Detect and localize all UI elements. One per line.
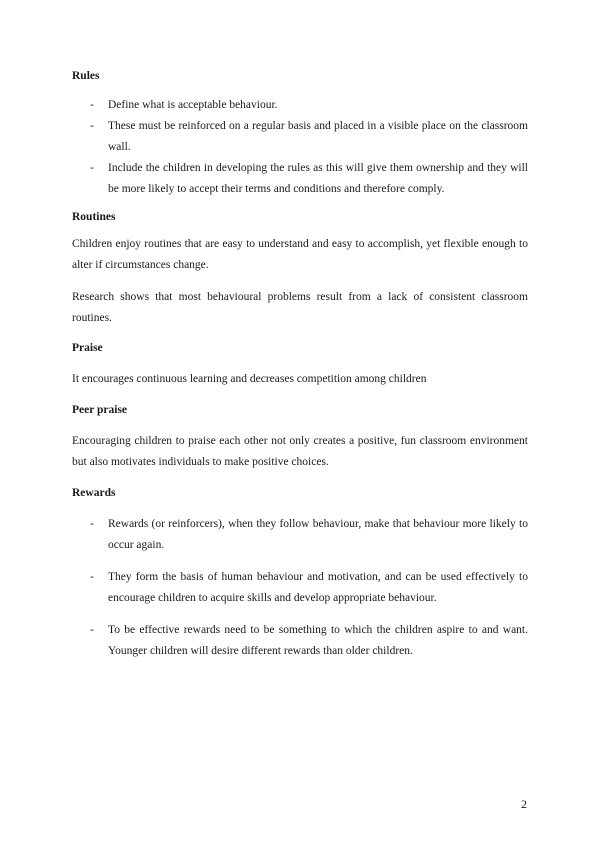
list-item: - Define what is acceptable behaviour. <box>72 95 528 116</box>
praise-heading: Praise <box>72 342 103 354</box>
page-number: 2 <box>521 797 527 811</box>
rewards-heading: Rewards <box>72 487 116 499</box>
routines-paragraph-2: Research shows that most behavioural problems result from a lack of consistent classroom routines. <box>72 291 528 324</box>
peer-praise-heading: Peer praise <box>72 404 128 416</box>
list-item: - These must be reinforced on a regular basis and placed in a visible place on the classroom wall. <box>72 116 528 158</box>
list-item: - Rewards (or reinforcers), when they follow behaviour, make that behaviour more likely to occur again. <box>72 514 528 556</box>
rules-list <box>72 95 528 200</box>
rules-heading: Rules <box>72 70 100 82</box>
praise-paragraph: It encourages continuous learning and decreases competition among children <box>72 373 427 385</box>
list-item: - They form the basis of human behaviour and motivation, and can be used effectively to encourage children to acquire skills and develop appropriate behaviour. <box>72 567 528 609</box>
routines-heading: Routines <box>72 211 116 223</box>
rewards-list <box>72 514 528 673</box>
routines-paragraph-1: Children enjoy routines that are easy to understand and easy to accomplish, yet flexible enough to alter if circumstances change. <box>72 238 528 271</box>
peer-praise-paragraph: Encouraging children to praise each other not only creates a positive, fun classroom environment but also motivates individuals to make positive choices. <box>72 435 528 468</box>
list-item: - Include the children in developing the rules as this will give them ownership and they will be more likely to accept their terms and conditions and therefore comply. <box>72 158 528 200</box>
list-item: - To be effective rewards need to be something to which the children aspire to and want. Younger children will desire different rewards than older children. <box>72 620 528 662</box>
